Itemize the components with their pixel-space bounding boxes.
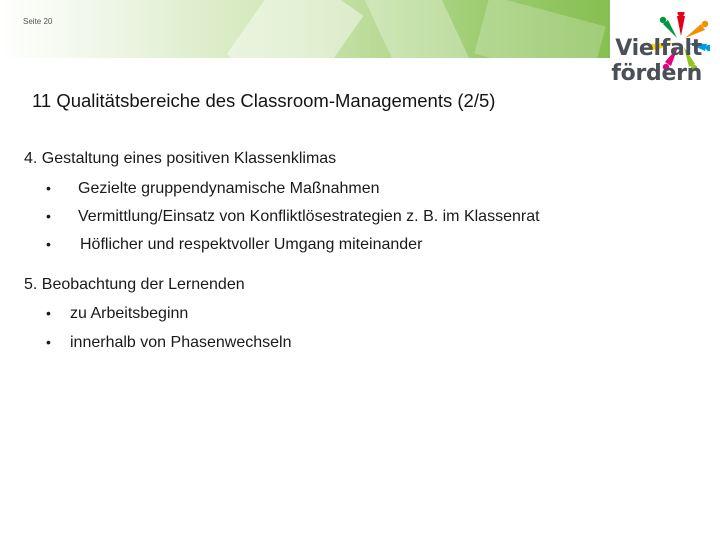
header-band (0, 0, 610, 58)
logo-text (611, 36, 702, 86)
logo (574, 10, 714, 85)
decorative-shape (360, 0, 470, 58)
logo-line-2: fördern (611, 61, 702, 86)
slide-title: 11 Qualitätsbereiche des Classroom-Managements (2/5) (32, 90, 496, 111)
list-item: Gezielte gruppendynamische Maßnahmen (78, 180, 380, 197)
bullet-icon: • (46, 305, 51, 321)
page-number: Seite 20 (23, 17, 53, 26)
section-heading: 5. Beobachtung der Lernenden (24, 276, 245, 293)
decorative-shape (227, 0, 364, 58)
list-item: innerhalb von Phasenwechseln (70, 334, 292, 351)
bullet-icon: • (46, 208, 51, 224)
section-heading: 4. Gestaltung eines positiven Klassenklimas (24, 150, 337, 167)
bullet-icon: • (46, 236, 51, 252)
list-item: Vermittlung/Einsatz von Konfliktlösestrategien z. B. im Klassenrat (78, 208, 540, 225)
list-item: zu Arbeitsbeginn (70, 305, 189, 322)
bullet-icon: • (46, 180, 51, 196)
list-item: Höflicher und respektvoller Umgang miteinander (80, 236, 423, 253)
bullet-icon: • (46, 334, 51, 350)
logo-line-1: Vielfalt (615, 36, 702, 61)
